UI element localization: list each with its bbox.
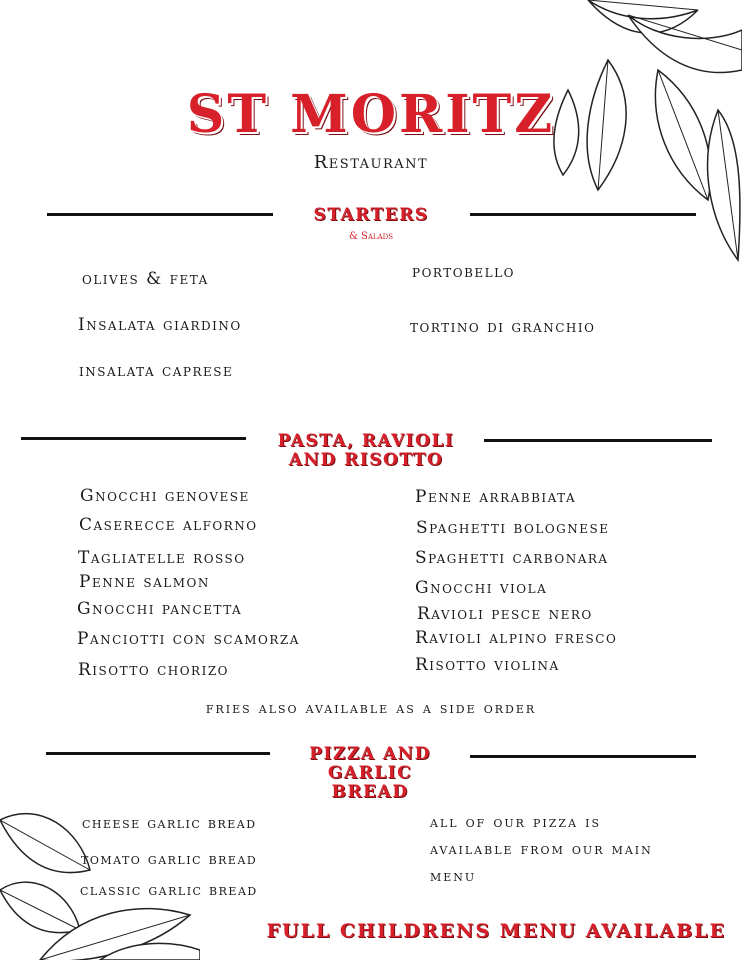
section-heading-line: GARLIC <box>327 763 413 783</box>
menu-item: Risotto chorizo <box>78 660 230 680</box>
menu-item: tortino di granchio <box>410 317 596 337</box>
menu-item: cheese garlic bread <box>82 813 257 832</box>
menu-item: tomato garlic bread <box>81 849 258 868</box>
pizza-note-line: available from our main <box>430 839 653 858</box>
section-heading-line: AND RISOTTO <box>288 450 444 470</box>
section-heading-line: PIZZA AND <box>309 744 431 764</box>
pizza-note <box>430 808 653 889</box>
menu-item: classic garlic bread <box>80 880 258 899</box>
menu-item: Gnocchi genovese <box>80 486 250 506</box>
side-order-note: fries also available as a side order <box>205 698 537 717</box>
menu-item: Penne arrabbiata <box>415 487 577 507</box>
pizza-note-line: all of our pizza is <box>430 812 601 831</box>
divider-rule <box>21 437 246 440</box>
divider-rule <box>47 213 273 216</box>
section-heading-pasta <box>246 432 486 470</box>
menu-item: Tagliatelle rosso <box>78 548 246 568</box>
menu-item: insalata caprese <box>79 361 234 381</box>
menu-item: Penne salmon <box>79 572 210 592</box>
divider-rule <box>470 755 696 758</box>
divider-rule <box>46 752 270 755</box>
section-heading-starters: STARTERS <box>313 205 429 225</box>
menu-item: Ravioli pesce nero <box>417 604 593 624</box>
menu-item: Spaghetti bolognese <box>416 518 610 538</box>
menu-item: portobello <box>412 262 515 282</box>
page-title: ST MORITZ <box>186 84 556 145</box>
childrens-menu-banner: FULL CHILDRENS MENU AVAILABLE <box>266 920 726 942</box>
section-subheading-starters: & Salads <box>348 231 394 242</box>
menu-item: Gnocchi viola <box>415 578 548 598</box>
menu-item: Panciotti con scamorza <box>77 629 300 649</box>
menu-item: Caserecce alforno <box>79 515 258 535</box>
divider-rule <box>470 213 696 216</box>
menu-item: Spaghetti carbonara <box>415 548 609 568</box>
menu-item: olives & feta <box>82 269 209 289</box>
section-heading-line: BREAD <box>331 782 409 802</box>
section-heading-pizza <box>270 745 470 802</box>
menu-item: Risotto violina <box>415 655 560 675</box>
menu-item: Insalata giardino <box>78 315 242 335</box>
menu-item: Gnocchi pancetta <box>77 599 243 619</box>
page-subtitle: Restaurant <box>313 152 429 173</box>
pizza-note-line: menu <box>430 866 477 885</box>
section-heading-line: PASTA, RAVIOLI <box>277 431 455 451</box>
divider-rule <box>484 439 712 442</box>
menu-item: Ravioli alpino fresco <box>415 628 618 648</box>
